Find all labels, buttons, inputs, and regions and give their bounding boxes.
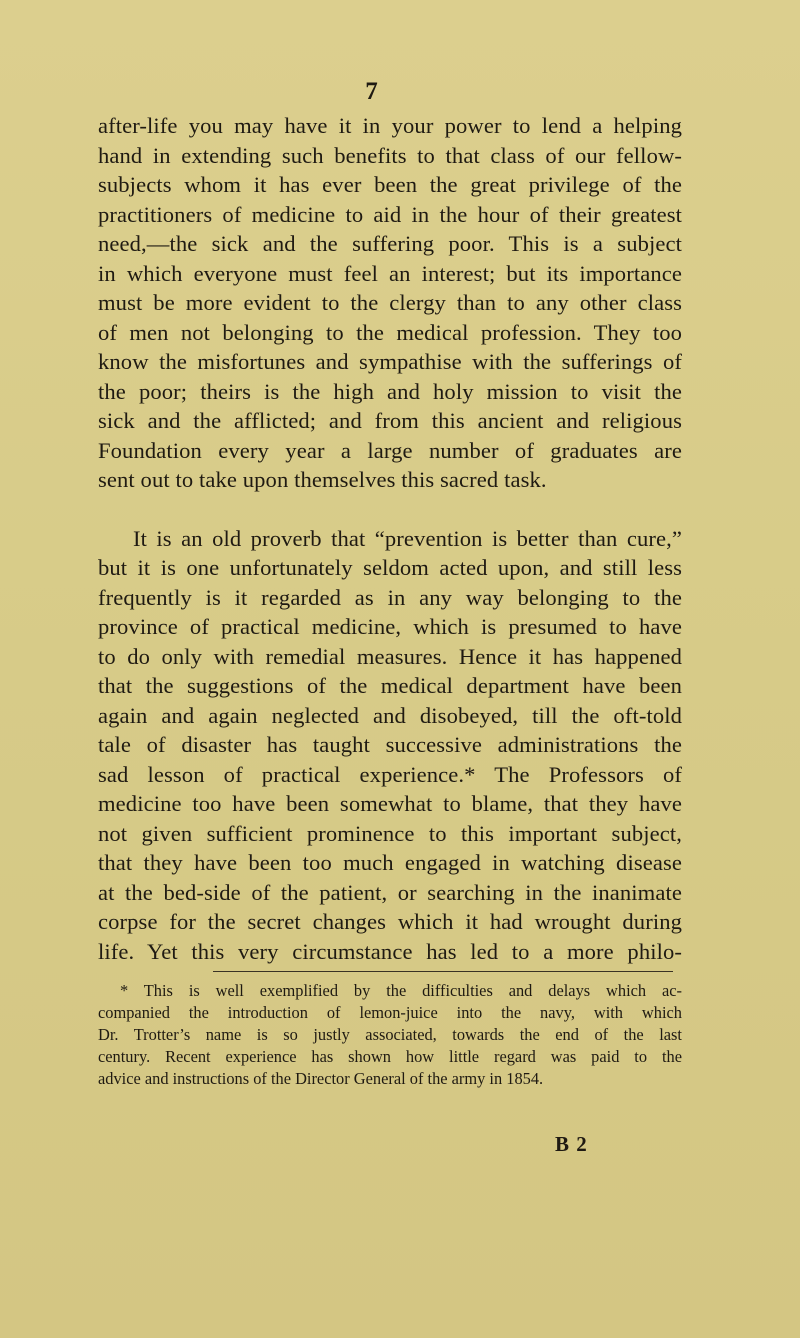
paragraph-2 xyxy=(98,524,682,967)
footnote-line: companied the introduction of lemon-juice into the navy, with which xyxy=(98,1003,682,1022)
text-line: the poor; theirs is the high and holy mission to visit the xyxy=(98,378,682,404)
text-line: that the suggestions of the medical department have been xyxy=(98,673,682,698)
text-line: hand in extending such benefits to that class of our fellow- xyxy=(98,142,682,168)
footnote-line: * This is well exemplified by the difficulties and delays which ac- xyxy=(120,981,682,1000)
text-line: sick and the afflicted; and from this ancient and religious xyxy=(98,408,682,433)
text-line: again and again neglected and disobeyed, till the oft-told xyxy=(98,702,682,728)
text-line: subjects whom it has ever been the great privilege of the xyxy=(98,172,682,197)
paragraph-1 xyxy=(98,111,682,495)
text-line: to do only with remedial measures. Hence it has happened xyxy=(98,643,682,669)
text-line: but it is one unfortunately seldom acted upon, and still less xyxy=(98,555,682,580)
text-line: frequently is it regarded as in any way belonging to the xyxy=(98,584,682,610)
signature-mark: B 2 xyxy=(555,1132,588,1156)
footnote-line: century. Recent experience has shown how little regard was paid to the xyxy=(98,1047,682,1066)
text-line: tale of disaster has taught successive administrations the xyxy=(98,732,682,757)
text-line: need,—the sick and the suffering poor. This is a subject xyxy=(98,231,682,256)
paragraph-gap xyxy=(98,495,682,524)
text-line: medicine too have been somewhat to blame, that they have xyxy=(98,791,682,816)
text-line: know the misfortunes and sympathise with the sufferings of xyxy=(98,349,682,374)
text-line: life. Yet this very circumstance has led to a more philo- xyxy=(98,938,682,964)
footnote-line: advice and instructions of the Director General of the army in 1854. xyxy=(98,1069,544,1088)
text-line: not given sufficient prominence to this important subject, xyxy=(98,820,682,846)
text-line: It is an old proverb that “prevention is better than cure,” xyxy=(133,525,682,551)
text-line: at the bed-side of the patient, or searching in the inanimate xyxy=(98,879,682,905)
text-line: must be more evident to the clergy than to any other class xyxy=(98,290,682,315)
footnote xyxy=(98,980,682,1090)
footnote-rule xyxy=(213,971,673,972)
text-line: in which everyone must feel an interest; but its importance xyxy=(98,260,682,286)
text-line: after-life you may have it in your power to lend a helping xyxy=(98,113,682,138)
text-line: province of practical medicine, which is presumed to have xyxy=(98,614,682,639)
text-line: corpse for the secret changes which it had wrought during xyxy=(98,909,682,934)
text-line: sent out to take upon themselves this sacred task. xyxy=(98,467,547,492)
text-line: of men not belonging to the medical profession. They too xyxy=(98,319,682,345)
page-number: 7 xyxy=(365,78,379,105)
body-text xyxy=(98,111,682,966)
text-line: practitioners of medicine to aid in the hour of their greatest xyxy=(98,201,682,227)
text-line: that they have been too much engaged in watching disease xyxy=(98,850,682,875)
text-line: Foundation every year a large number of graduates are xyxy=(98,437,682,463)
text-line: sad lesson of practical experience.* The Professors of xyxy=(98,761,682,787)
footnote-line: Dr. Trotter’s name is so justly associated, towards the end of the last xyxy=(98,1025,682,1044)
